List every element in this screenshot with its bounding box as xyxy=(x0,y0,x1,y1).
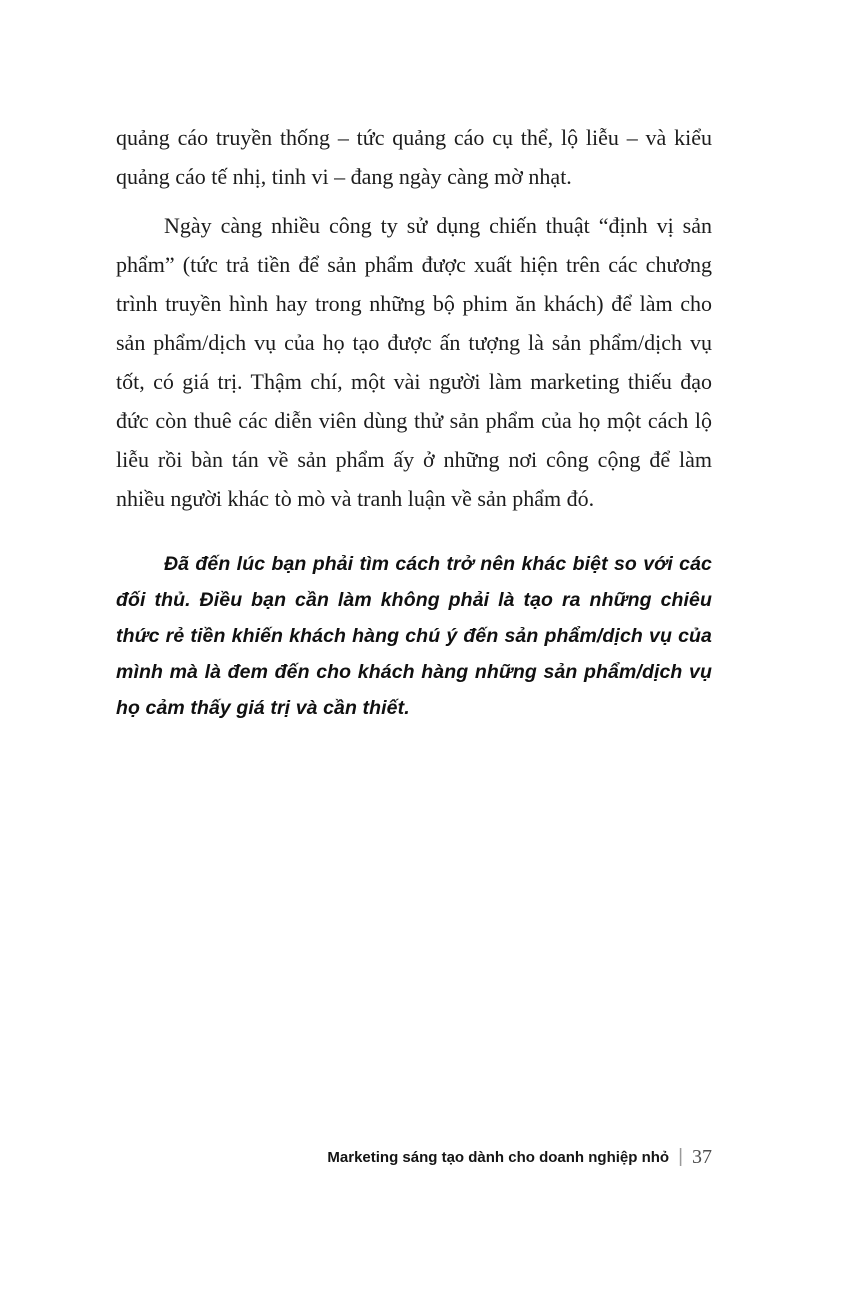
emphasis-paragraph: Đã đến lúc bạn phải tìm cách trở nên khác biệt so với các đối thủ. Điều bạn cần làm không phải là tạo ra những chiêu thức rẻ tiền khiến khách hàng chú ý đến sản phẩm/dịch vụ của mình mà là đem đến cho khách hàng những sản phẩm/dịch vụ họ cảm thấy giá trị và cần thiết. xyxy=(116,553,712,719)
page-footer xyxy=(327,1146,712,1169)
paragraph-product-placement: Ngày càng nhiều công ty sử dụng chiến thuật “định vị sản phẩm” (tức trả tiền để sản phẩm được xuất hiện trên các chương trình truyền hình hay trong những bộ phim ăn khách) để làm cho sản phẩm/dịch vụ của họ tạo được ấn tượng là sản phẩm/dịch vụ tốt, có giá trị. Thậm chí, một vài người làm marketing thiếu đạo đức còn thuê các diễn viên dùng thử sản phẩm của họ một cách lộ liễu rồi bàn tán về sản phẩm ấy ở những nơi công cộng để làm nhiều người khác tò mò và tranh luận về sản phẩm đó. xyxy=(116,213,712,511)
page-body-text xyxy=(116,118,712,726)
page-number: 37 xyxy=(692,1146,712,1168)
footer-separator: | xyxy=(678,1145,683,1167)
running-footer-book-title: Marketing sáng tạo dành cho doanh nghiệp nhỏ xyxy=(327,1149,670,1166)
paragraph-continuation: quảng cáo truyền thống – tức quảng cáo cụ thể, lộ liễu – và kiểu quảng cáo tế nhị, tinh vi – đang ngày càng mờ nhạt. xyxy=(116,125,712,189)
